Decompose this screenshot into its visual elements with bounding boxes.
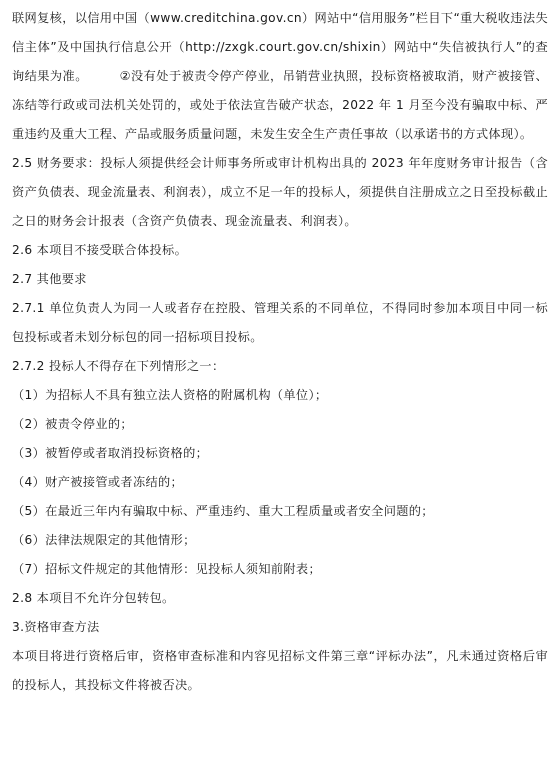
paragraph-post-qualification-review: 本项目将进行资格后审，资格审查标准和内容见招标文件第三章“评标办法”，凡未通过资格后审的投标人，其投标文件将被否决。	[12, 649, 548, 692]
list-item-4: （4）财产被接管或者冻结的；	[12, 475, 184, 489]
list-item-5: （5）在最近三年内有骗取中标、严重违约、重大工程质量或者安全问题的；	[12, 504, 434, 518]
heading-qualification-review-method: 3.资格审查方法	[12, 620, 100, 634]
list-item-6: （6）法律法规限定的其他情形；	[12, 533, 196, 547]
paragraph-credit-check: 联网复核，以信用中国（www.creditchina.gov.cn）网站中“信用服务”栏目下“重大税收违法失信主体”及中国执行信息公开（http://zxgk.court.gov.cn/shixin）网站中“失信被执行人”的查询结果为准。 ②没有处于被责令停产停业，吊销营业执照，投标资格被取消，财产被接管、冻结等行政或司法机关处罚的，或处于依法宣告破产状态，2022 年 1 月至今没有骗取中标、严重违约及重大工程、产品或服务质量问题，未发生安全生产责任事故（以承诺书的方式体现）。	[12, 11, 548, 141]
paragraph-financial-requirements: 2.5 财务要求：投标人须提供经会计师事务所或审计机构出具的 2023 年年度财务审计报告（含资产负债表、现金流量表、利润表），成立不足一年的投标人，须提供自注册成立之日至投标截止之日的财务会计报表（含资产负债表、现金流量表、利润表）。	[12, 156, 548, 228]
paragraph-no-subcontracting: 2.8 本项目不允许分包转包。	[12, 591, 175, 605]
paragraph-prohibited-situations: 2.7.2 投标人不得存在下列情形之一：	[12, 359, 225, 373]
list-item-1: （1）为招标人不具有独立法人资格的附属机构（单位）；	[12, 388, 328, 402]
list-item-2: （2）被责令停业的；	[12, 417, 133, 431]
paragraph-same-responsible-person: 2.7.1 单位负责人为同一人或者存在控股、管理关系的不同单位，不得同时参加本项目中同一标包投标或者未划分标包的同一招标项目投标。	[12, 301, 548, 344]
paragraph-no-consortium: 2.6 本项目不接受联合体投标。	[12, 243, 188, 257]
heading-other-requirements: 2.7 其他要求	[12, 272, 87, 286]
list-item-7: （7）招标文件规定的其他情形：见投标人须知前附表；	[12, 562, 322, 576]
list-item-3: （3）被暂停或者取消投标资格的；	[12, 446, 209, 460]
